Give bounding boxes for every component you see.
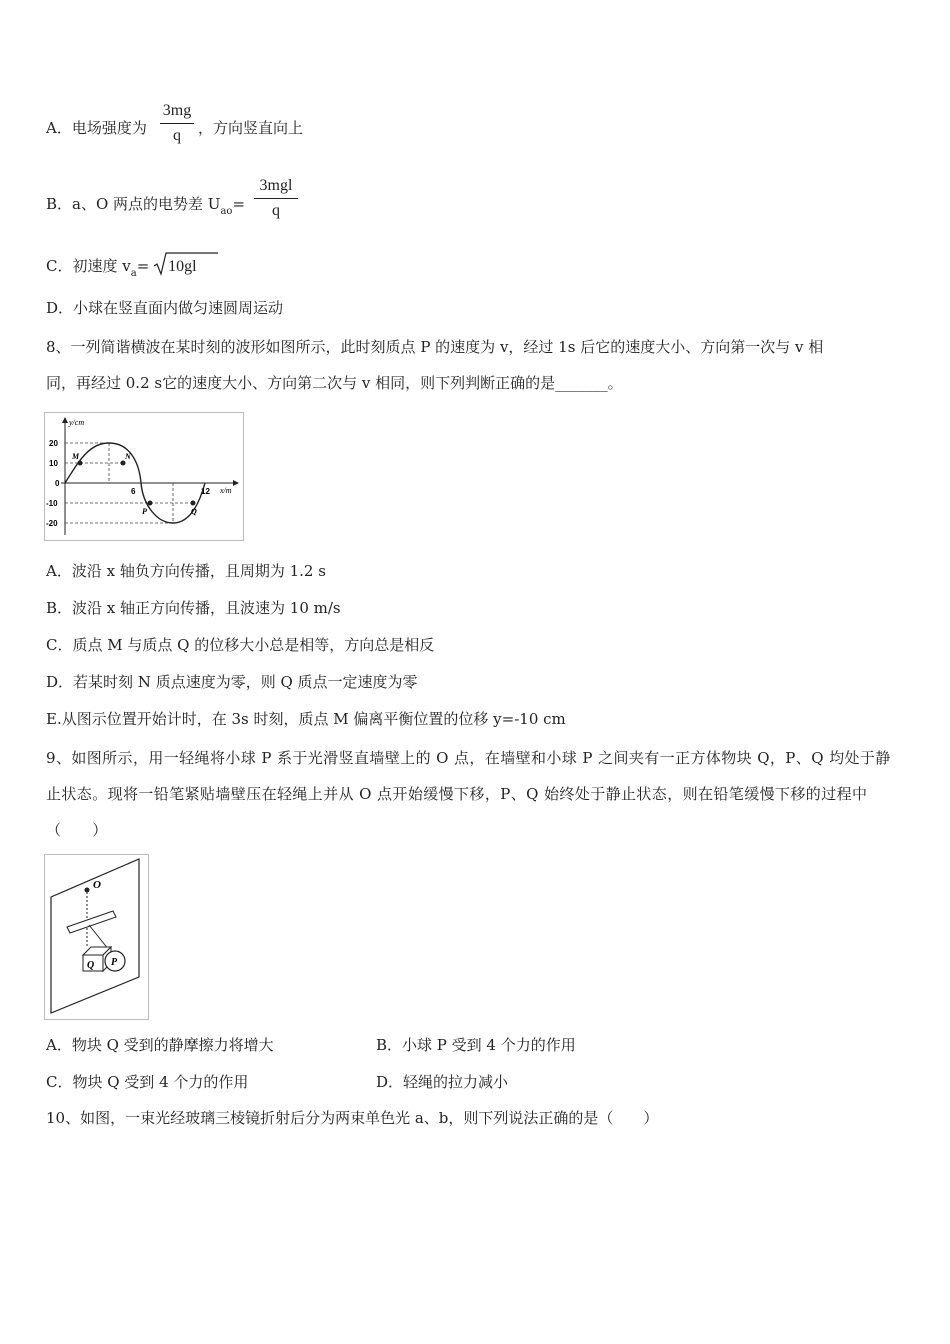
q7-option-a-suffix-wrap <box>198 118 303 138</box>
point-o <box>85 888 90 893</box>
q8-option-d: D．若某时刻 N 质点速度为零，则 Q 质点一定速度为零 <box>46 673 418 691</box>
q8-stem-line2: 同，再经过 0.2 s它的速度大小、方向第二次与 v 相同，则下列判断正确的是_______。 <box>46 374 623 392</box>
q8-stem-line1: 8、一列简谐横波在某时刻的波形如图所示，此时刻质点 P 的速度为 v，经过 1s 后它的速度大小、方向第一次与 v 相 <box>46 338 824 356</box>
q8-option-e: E.从图示位置开始计时，在 3s 时刻，质点 M 偏离平衡位置的位移 y=-10 cm <box>46 710 566 728</box>
q9-option-b: B．小球 P 受到 4 个力的作用 <box>376 1036 576 1054</box>
q8-option-b: B．波沿 x 轴正方向传播，且波速为 10 m/s <box>46 599 341 617</box>
q7-option-b-numerator: 3mgl <box>259 177 293 194</box>
q7-option-a-denominator: q <box>173 127 181 144</box>
label-q: Q <box>87 960 95 971</box>
q7-option-c-subscript: a <box>130 268 137 279</box>
point-p <box>148 501 153 506</box>
point-n <box>121 461 126 466</box>
q7-option-c-prefix: C．初速度 v <box>46 257 131 275</box>
fraction-bar <box>254 198 298 199</box>
fraction-bar <box>160 123 194 124</box>
y-tick: 10 <box>49 459 58 468</box>
wall-diagram <box>45 855 148 1019</box>
y-axis-arrow-icon <box>62 417 68 423</box>
point-m <box>78 461 83 466</box>
label-q: Q <box>191 507 197 516</box>
q7-option-b <box>46 194 245 217</box>
radical-sign-icon <box>154 252 218 276</box>
wave-graph <box>45 413 243 540</box>
q9-stem: 9、如图所示，用一轻绳将小球 P 系于光滑竖直墙壁上的 O 点，在墙壁和小球 P 之间夹有一正方体物块 Q，P、Q 均处于静止状态。现将一铅笔紧贴墙壁压在轻绳上并从 O 点开始缓慢下移，P、Q 始终处于静止状态，则在铅笔缓慢下移的过程中（ ） <box>46 749 891 839</box>
q7-option-b-subscript: ao <box>220 206 233 217</box>
q7-option-a-fraction <box>160 102 194 145</box>
q9-wall-figure <box>44 854 149 1020</box>
label-p: P <box>142 507 147 516</box>
sqrt-symbol <box>154 256 196 277</box>
q10-stem: 10、如图，一束光经玻璃三棱镜折射后分为两束单色光 a、b，则下列说法正确的是（ ） <box>46 1109 659 1127</box>
q7-option-b-denominator: q <box>272 202 280 219</box>
q8-wave-figure <box>44 412 244 541</box>
q7-option-a-prefix: A．电场强度为 <box>46 119 147 137</box>
q9-option-c: C．物块 Q 受到 4 个力的作用 <box>46 1073 249 1091</box>
q7-option-b-equals: = <box>232 195 246 213</box>
x-tick: 6 <box>131 487 136 496</box>
q9-option-a: A．物块 Q 受到的静摩擦力将增大 <box>46 1036 274 1054</box>
q7-option-a-suffix: ，方向竖直向上 <box>198 119 304 137</box>
y-tick: 20 <box>49 439 58 448</box>
q9-option-d: D．轻绳的拉力减小 <box>376 1073 509 1091</box>
x-axis-label: x/m <box>220 486 232 495</box>
q7-option-a-numerator: 3mg <box>162 102 192 119</box>
y-tick: -10 <box>46 499 58 508</box>
q7-option-c <box>46 256 197 279</box>
y-tick: 0 <box>55 479 60 488</box>
y-tick: -20 <box>46 519 58 528</box>
x-tick: 12 <box>201 487 210 496</box>
q7-option-d: D．小球在竖直面内做匀速圆周运动 <box>46 299 284 317</box>
label-p: P <box>111 957 118 968</box>
label-n: N <box>125 452 131 461</box>
q7-option-a <box>46 118 147 138</box>
q7-option-c-radicand: 10gl <box>168 258 197 275</box>
label-o: O <box>93 879 101 891</box>
q7-option-b-fraction <box>254 177 298 220</box>
q8-option-a: A．波沿 x 轴负方向传播，且周期为 1.2 s <box>46 562 326 580</box>
point-q <box>191 501 196 506</box>
q8-option-c: C．质点 M 与质点 Q 的位移大小总是相等，方向总是相反 <box>46 636 435 654</box>
q7-option-b-prefix: B．a、O 两点的电势差 U <box>46 195 221 213</box>
q7-option-c-equals: = <box>136 257 150 275</box>
x-axis-arrow-icon <box>233 480 239 486</box>
label-m: M <box>72 452 80 461</box>
y-axis-label: y/cm <box>69 418 85 427</box>
